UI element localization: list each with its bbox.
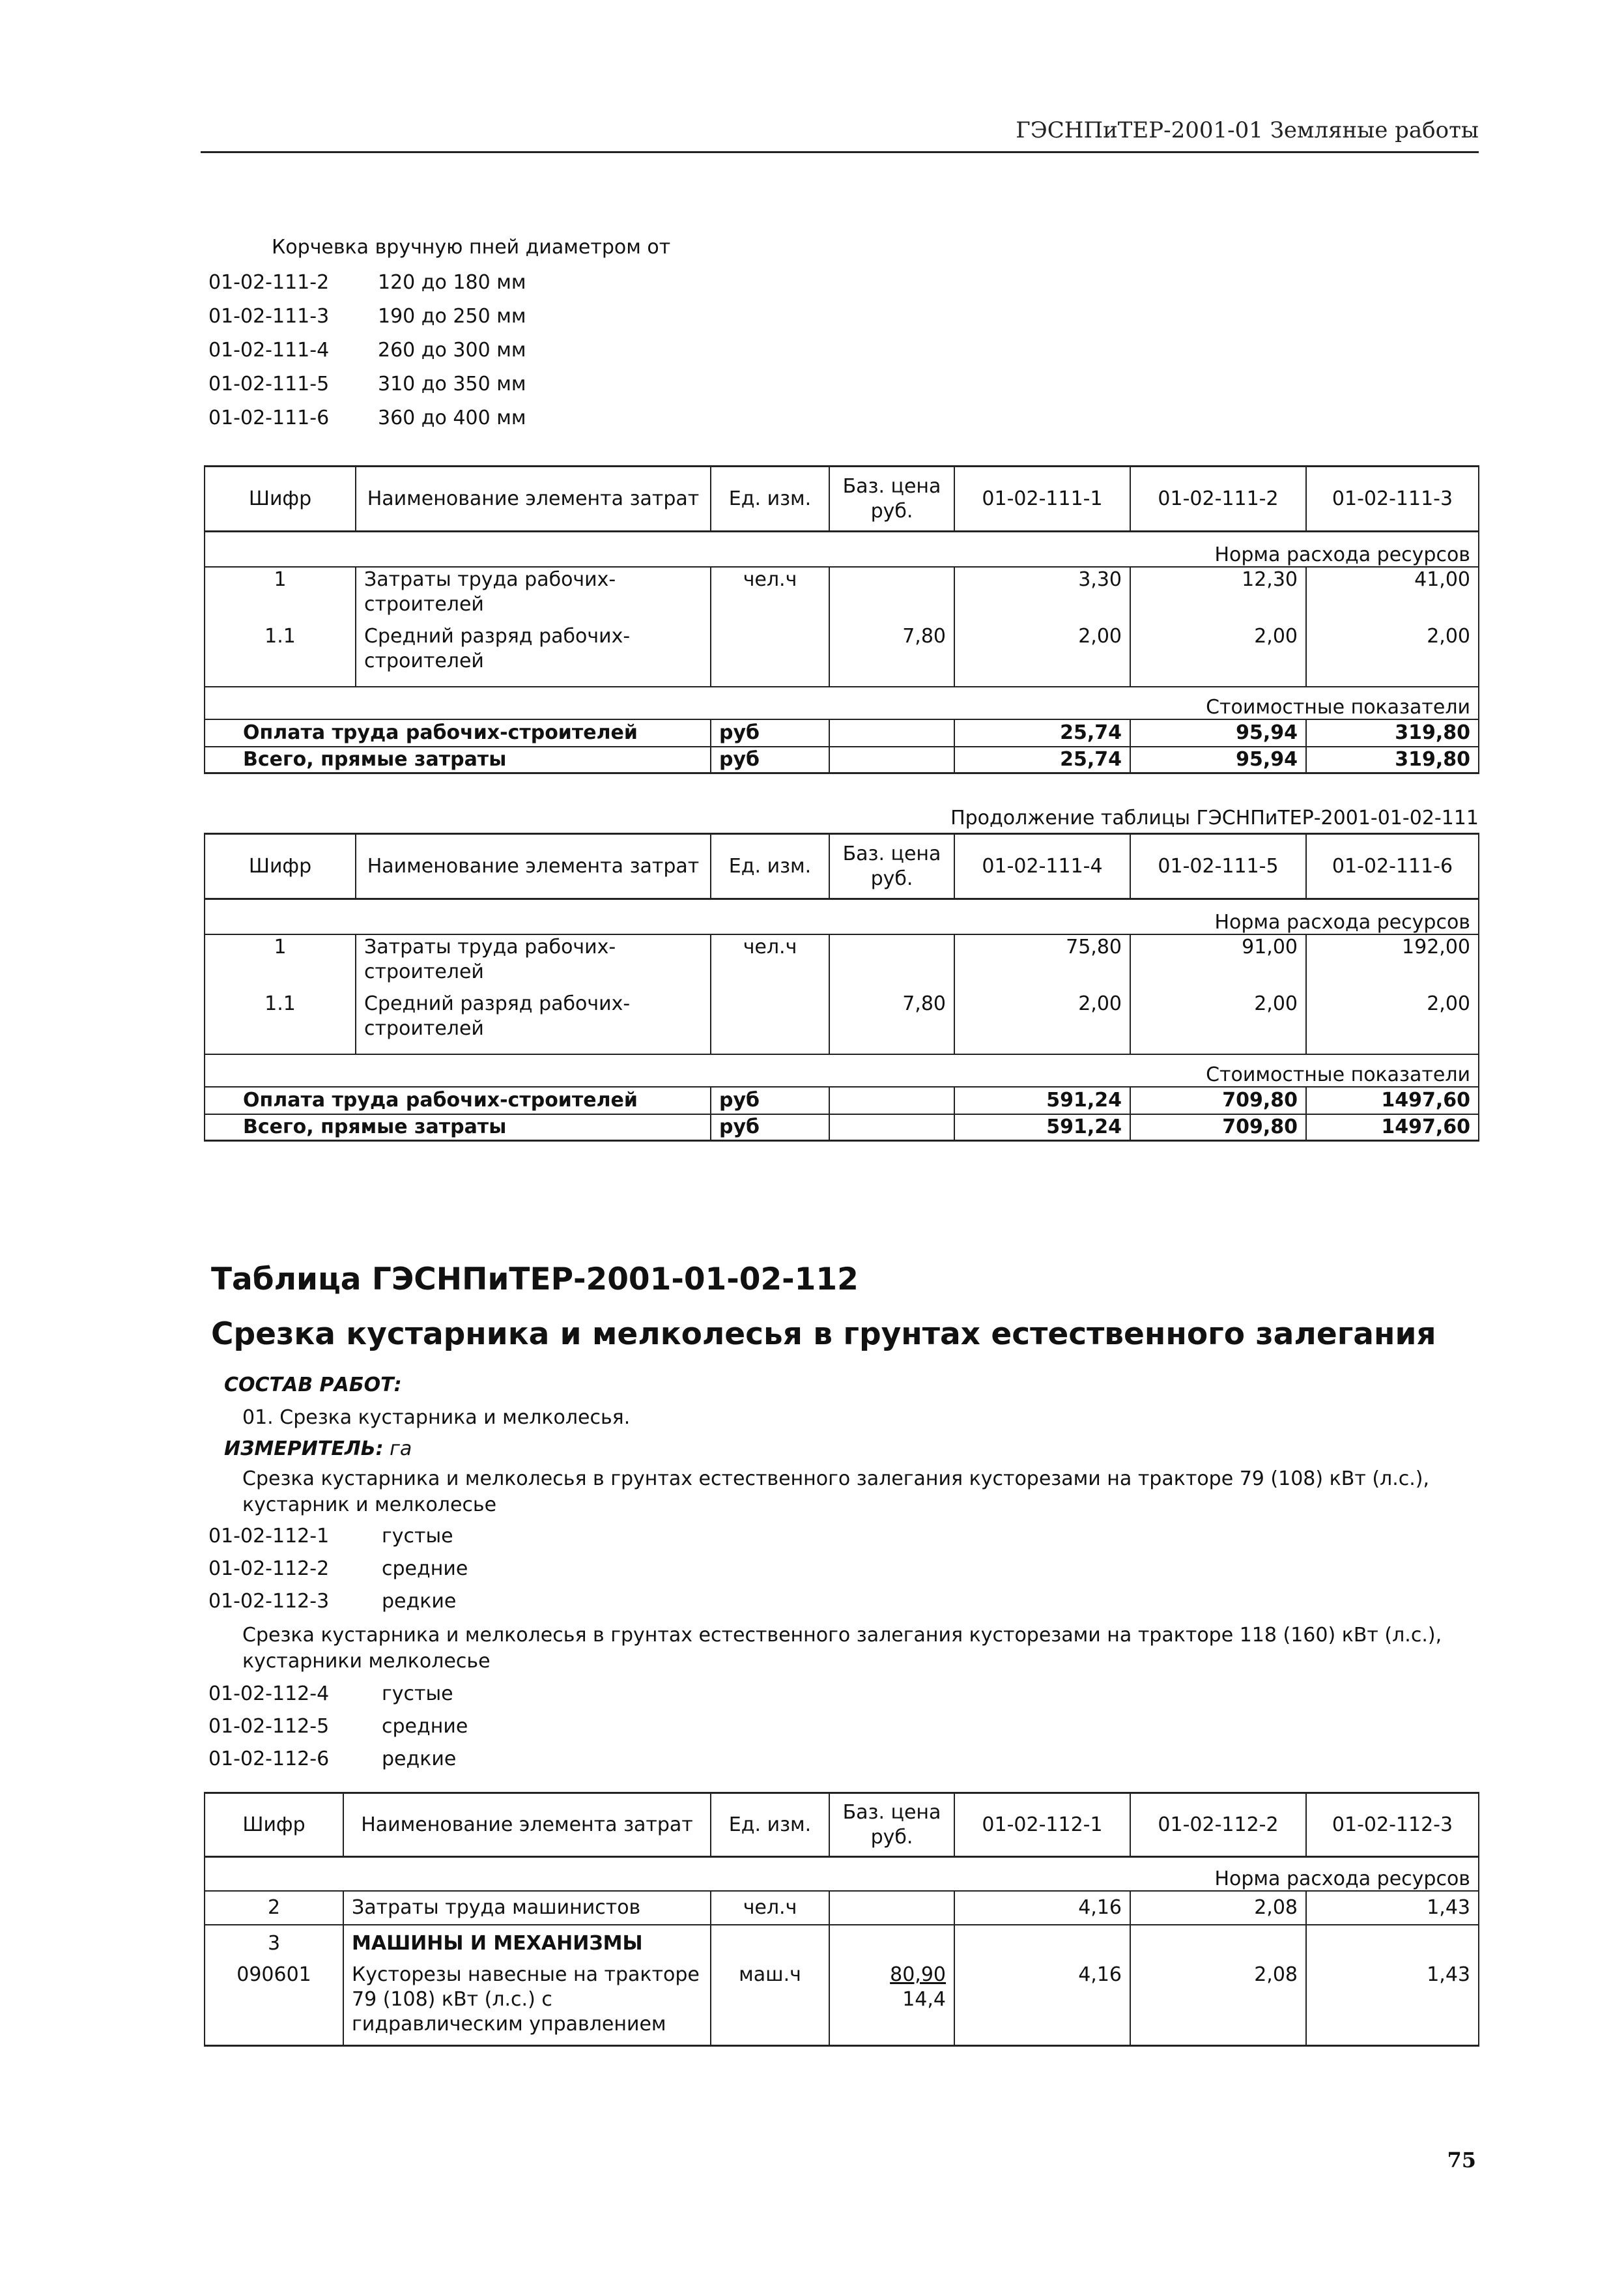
sum-row bbox=[205, 1114, 1479, 1141]
running-header: ГЭСНПиТЕР-2001-01 Земляные работы bbox=[1016, 117, 1479, 143]
sum-name: Всего, прямые затраты bbox=[205, 1114, 711, 1141]
item-code: 01-02-112-5 bbox=[208, 1715, 330, 1738]
cell-name: Средний разряд рабочих-строителей bbox=[356, 624, 711, 687]
resource-table-111-4-6 bbox=[204, 833, 1479, 1142]
table-row bbox=[205, 992, 1479, 1054]
cell-value: 2,08 bbox=[1130, 1963, 1306, 2046]
cell-value: 12,30 bbox=[1130, 567, 1306, 624]
sum-value: 319,80 bbox=[1306, 719, 1479, 747]
resource-table-112-1-3 bbox=[204, 1792, 1479, 2047]
col-header: Ед. изм. bbox=[711, 1793, 829, 1857]
cell-code: 1.1 bbox=[205, 992, 356, 1054]
cell-value: 1,43 bbox=[1306, 1891, 1479, 1925]
sum-price bbox=[829, 1114, 954, 1141]
item-code: 01-02-112-2 bbox=[208, 1557, 330, 1580]
cell-value: 2,00 bbox=[954, 992, 1130, 1054]
resource-table-111-1-3 bbox=[204, 465, 1479, 774]
cell-name: МАШИНЫ И МЕХАНИЗМЫ bbox=[343, 1925, 711, 1963]
sum-price bbox=[829, 1087, 954, 1114]
col-header: Шифр bbox=[205, 1793, 343, 1857]
cell-unit bbox=[711, 624, 829, 687]
work-item: 01. Срезка кустарника и мелколесья. bbox=[242, 1406, 631, 1429]
continuation-note: Продолжение таблицы ГЭСНПиТЕР-2001-01-02-111 bbox=[950, 807, 1479, 829]
group1-description: Срезка кустарника и мелколесья в грунтах естественного залегания кусторезами на тракторе 79 (108) кВт (л.с.), bbox=[242, 1467, 1430, 1490]
band-label: Норма расхода ресурсов bbox=[205, 899, 1479, 934]
col-header: Ед. изм. bbox=[711, 467, 829, 532]
section-subtitle: Срезка кустарника и мелколесья в грунтах естественного залегания bbox=[211, 1316, 1436, 1352]
col-header: Ед. изм. bbox=[711, 834, 829, 899]
cell-value: 1,43 bbox=[1306, 1963, 1479, 2046]
cell-code: 1 bbox=[205, 934, 356, 992]
item-text: средние bbox=[382, 1557, 468, 1580]
cell-name: Средний разряд рабочих-строителей bbox=[356, 992, 711, 1054]
col-header: 01-02-112-3 bbox=[1306, 1793, 1479, 1857]
sum-value: 591,24 bbox=[954, 1114, 1130, 1141]
sum-value: 95,94 bbox=[1130, 747, 1306, 773]
intro-title: Корчевка вручную пней диаметром от bbox=[272, 236, 671, 259]
cell-value: 75,80 bbox=[954, 934, 1130, 992]
sum-unit: руб bbox=[711, 1114, 829, 1141]
item-text: средние bbox=[382, 1715, 468, 1738]
sum-value: 25,74 bbox=[954, 719, 1130, 747]
work-label: СОСТАВ РАБОТ: bbox=[224, 1374, 402, 1396]
cell-unit bbox=[711, 992, 829, 1054]
cell-unit: чел.ч bbox=[711, 934, 829, 992]
sum-value: 709,80 bbox=[1130, 1114, 1306, 1141]
item-text: 190 до 250 мм bbox=[378, 305, 526, 328]
item-code: 01-02-111-2 bbox=[208, 271, 330, 294]
item-code: 01-02-111-5 bbox=[208, 373, 330, 396]
item-text: редкие bbox=[382, 1590, 457, 1613]
col-header: 01-02-111-6 bbox=[1306, 834, 1479, 899]
sum-row bbox=[205, 719, 1479, 747]
col-header: 01-02-111-5 bbox=[1130, 834, 1306, 899]
cell-value: 2,08 bbox=[1130, 1891, 1306, 1925]
cell-value: 4,16 bbox=[954, 1891, 1130, 1925]
cell-name: Затраты труда рабочих-строителей bbox=[356, 934, 711, 992]
sum-value: 1497,60 bbox=[1306, 1114, 1479, 1141]
item-code: 01-02-112-1 bbox=[208, 1525, 330, 1548]
sum-unit: руб bbox=[711, 1087, 829, 1114]
sum-row bbox=[205, 1087, 1479, 1114]
cell-price bbox=[829, 934, 954, 992]
col-header: Наименование элемента затрат bbox=[356, 834, 711, 899]
col-header: 01-02-111-1 bbox=[954, 467, 1130, 532]
cost-band-row bbox=[205, 687, 1479, 719]
price-top: 80,90 bbox=[890, 1963, 946, 1986]
cell-value: 192,00 bbox=[1306, 934, 1479, 992]
sum-value: 591,24 bbox=[954, 1087, 1130, 1114]
table-row bbox=[205, 567, 1479, 624]
item-code: 01-02-112-4 bbox=[208, 1682, 330, 1705]
col-header: Наименование элемента затрат bbox=[343, 1793, 711, 1857]
cell-value: 4,16 bbox=[954, 1963, 1130, 2046]
col-header: Наименование элемента затрат bbox=[356, 467, 711, 532]
band-label: Стоимостные показатели bbox=[205, 1054, 1479, 1087]
table-title: Таблица ГЭСНПиТЕР-2001-01-02-112 bbox=[211, 1261, 859, 1297]
norm-band-row bbox=[205, 1857, 1479, 1891]
cell-value: 2,00 bbox=[1130, 624, 1306, 687]
cell-code: 2 bbox=[205, 1891, 343, 1925]
price-bottom: 14,4 bbox=[902, 1987, 946, 2011]
cell-value: 2,00 bbox=[1306, 992, 1479, 1054]
sum-value: 25,74 bbox=[954, 747, 1130, 773]
cell-unit: чел.ч bbox=[711, 1891, 829, 1925]
sum-value: 319,80 bbox=[1306, 747, 1479, 773]
table-row bbox=[205, 1963, 1479, 2046]
table-row bbox=[205, 1925, 1479, 1963]
item-code: 01-02-111-4 bbox=[208, 339, 330, 362]
item-code: 01-02-111-3 bbox=[208, 305, 330, 328]
cell-value: 2,00 bbox=[1130, 992, 1306, 1054]
item-code: 01-02-111-6 bbox=[208, 407, 330, 429]
col-header: Баз. цена руб. bbox=[829, 467, 954, 532]
meter-line bbox=[224, 1437, 412, 1460]
sum-name: Оплата труда рабочих-строителей bbox=[205, 1087, 711, 1114]
table-row bbox=[205, 624, 1479, 687]
meter-label: ИЗМЕРИТЕЛЬ: bbox=[224, 1437, 384, 1460]
item-text: густые bbox=[382, 1525, 453, 1548]
table-row bbox=[205, 1891, 1479, 1925]
cell-value: 2,00 bbox=[1306, 624, 1479, 687]
item-text: 360 до 400 мм bbox=[378, 407, 526, 429]
sum-name: Оплата труда рабочих-строителей bbox=[205, 719, 711, 747]
norm-band-row bbox=[205, 899, 1479, 934]
page-number: 75 bbox=[1447, 2148, 1476, 2172]
col-header: Баз. цена руб. bbox=[829, 1793, 954, 1857]
cell-name: Кусторезы навесные на тракторе 79 (108) кВт (л.с.) с гидравлическим управлением bbox=[343, 1963, 711, 2046]
band-label: Стоимостные показатели bbox=[205, 687, 1479, 719]
cost-band-row bbox=[205, 1054, 1479, 1087]
sum-name: Всего, прямые затраты bbox=[205, 747, 711, 773]
item-text: 260 до 300 мм bbox=[378, 339, 526, 362]
cell-price: 7,80 bbox=[829, 992, 954, 1054]
cell-unit: маш.ч bbox=[711, 1963, 829, 2046]
cell-code: 1.1 bbox=[205, 624, 356, 687]
group2-description-cont: кустарники мелколесье bbox=[242, 1650, 491, 1673]
cell-unit: чел.ч bbox=[711, 567, 829, 624]
col-header: 01-02-111-3 bbox=[1306, 467, 1479, 532]
header-rule bbox=[201, 151, 1479, 153]
cell-price bbox=[829, 567, 954, 624]
cell-value: 2,00 bbox=[954, 624, 1130, 687]
cell-price bbox=[829, 1891, 954, 1925]
sum-value: 1497,60 bbox=[1306, 1087, 1479, 1114]
cell-price: 7,80 bbox=[829, 624, 954, 687]
sum-value: 709,80 bbox=[1130, 1087, 1306, 1114]
item-code: 01-02-112-6 bbox=[208, 1748, 330, 1770]
cell-code: 090601 bbox=[205, 1963, 343, 2046]
table-header-row bbox=[205, 834, 1479, 899]
table-header-row bbox=[205, 1793, 1479, 1857]
cell-value: 91,00 bbox=[1130, 934, 1306, 992]
group1-description-cont: кустарник и мелколесье bbox=[242, 1493, 497, 1516]
item-text: 120 до 180 мм bbox=[378, 271, 526, 294]
col-header: Баз. цена руб. bbox=[829, 834, 954, 899]
item-text: 310 до 350 мм bbox=[378, 373, 526, 396]
col-header: Шифр bbox=[205, 467, 356, 532]
col-header: 01-02-112-1 bbox=[954, 1793, 1130, 1857]
band-label: Норма расхода ресурсов bbox=[205, 1857, 1479, 1891]
meter-value: га bbox=[390, 1437, 412, 1460]
group2-description: Срезка кустарника и мелколесья в грунтах естественного залегания кусторезами на тракторе 118 (160) кВт (л.с.), bbox=[242, 1624, 1442, 1647]
cell-value: 3,30 bbox=[954, 567, 1130, 624]
sum-value: 95,94 bbox=[1130, 719, 1306, 747]
sum-unit: руб bbox=[711, 747, 829, 773]
sum-unit: руб bbox=[711, 719, 829, 747]
table-row bbox=[205, 934, 1479, 992]
sum-price bbox=[829, 747, 954, 773]
item-text: редкие bbox=[382, 1748, 457, 1770]
cell-code: 3 bbox=[205, 1925, 343, 1963]
item-text: густые bbox=[382, 1682, 453, 1705]
sum-price bbox=[829, 719, 954, 747]
item-code: 01-02-112-3 bbox=[208, 1590, 330, 1613]
cell-value: 41,00 bbox=[1306, 567, 1479, 624]
band-label: Норма расхода ресурсов bbox=[205, 532, 1479, 567]
cell-code: 1 bbox=[205, 567, 356, 624]
col-header: 01-02-112-2 bbox=[1130, 1793, 1306, 1857]
cell-name: Затраты труда рабочих-строителей bbox=[356, 567, 711, 624]
norm-band-row bbox=[205, 532, 1479, 567]
sum-row bbox=[205, 747, 1479, 773]
col-header: 01-02-111-2 bbox=[1130, 467, 1306, 532]
col-header: Шифр bbox=[205, 834, 356, 899]
col-header: 01-02-111-4 bbox=[954, 834, 1130, 899]
cell-price bbox=[829, 1963, 954, 2046]
cell-name: Затраты труда машинистов bbox=[343, 1891, 711, 1925]
table-header-row bbox=[205, 467, 1479, 532]
